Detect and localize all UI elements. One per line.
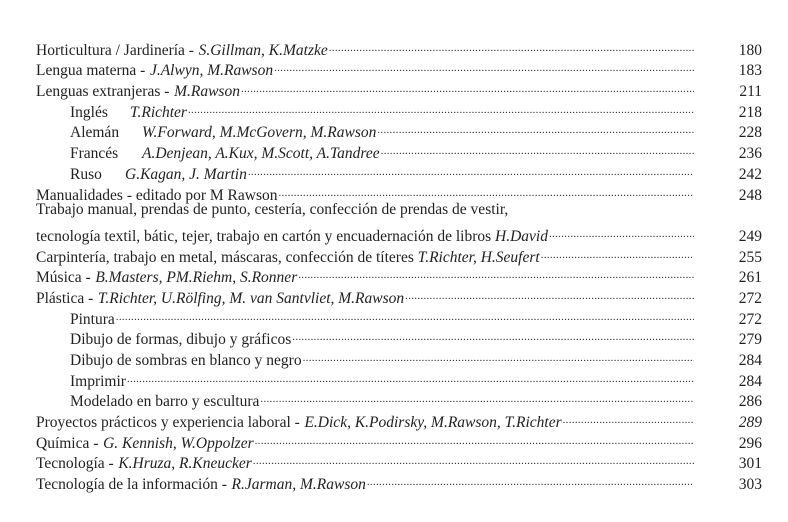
page-number: 272 <box>738 310 762 328</box>
page-number: 211 <box>739 83 762 101</box>
page-number: 183 <box>738 62 762 80</box>
entry-label: Proyectos prácticos y experiencia laboral - E.Dick, K.Podirsky, M.Rawson, T.Richter <box>36 414 562 432</box>
entry-authors: K.Hruza, R.Kneucker <box>118 455 252 473</box>
dot-leader <box>253 448 694 469</box>
page-number: 279 <box>738 331 762 349</box>
page-number: 242 <box>738 165 762 183</box>
entry-label: Inglés T.Richter <box>70 103 187 121</box>
entry-label: Ruso G.Kagan, J. Martin <box>70 165 247 183</box>
entry-authors: G.Kagan, J. Martin <box>125 165 247 183</box>
page-number: 303 <box>738 476 762 494</box>
entry-label: Manualidades - editado por M Rawson <box>36 186 278 204</box>
dot-leader <box>303 344 694 365</box>
page-number: 249 <box>738 227 762 245</box>
page-number: 236 <box>738 145 762 163</box>
entry-label: Química - G. Kennish, W.Oppolzer <box>36 434 254 452</box>
entry-label: Modelado en barro y escultura <box>70 393 260 411</box>
entry-label: Dibujo de formas, dibujo y gráficos <box>70 331 292 349</box>
entry-label: tecnología textil, bátic, tejer, trabajo en cartón y encuadernación de libros H.David <box>36 227 548 245</box>
page-number: 284 <box>738 352 762 369</box>
page-number: 255 <box>738 248 762 266</box>
entry-label: Lenguas extranjeras - M.Rawson <box>36 83 240 101</box>
entry-authors: G. Kennish, W.Oppolzer <box>103 434 254 452</box>
page-number: 272 <box>738 289 762 307</box>
dot-leader <box>274 55 694 76</box>
page-number: 284 <box>738 372 762 390</box>
dot-leader <box>563 406 694 427</box>
toc-entry[interactable] <box>36 220 762 245</box>
page-number: 296 <box>738 434 762 452</box>
entry-label: Horticultura / Jardinería - S.Gillman, K.Matzke <box>36 41 328 59</box>
page-number: 289 <box>738 414 762 432</box>
toc-subentry[interactable] <box>36 303 762 328</box>
dot-leader <box>541 241 694 262</box>
entry-label: Pintura <box>70 310 115 328</box>
entry-authors: T.Richter, H.Seufert <box>417 248 540 266</box>
dot-leader <box>298 262 694 283</box>
entry-authors: M.Rawson <box>174 83 240 101</box>
entry-label: Plástica - T.Richter, U.Rölfing, M. van Santvliet, M.Rawson <box>36 289 405 307</box>
entry-label: Lengua materna - J.Alwyn, M.Rawson <box>36 62 274 80</box>
toc-subentry[interactable] <box>36 386 762 411</box>
entry-label: Alemán W.Forward, M.McGovern, M.Rawson <box>70 124 377 142</box>
page-number: 286 <box>738 393 762 411</box>
entry-label: Tecnología de la información - R.Jarman, M.Rawson <box>36 476 366 494</box>
toc-subentry[interactable] <box>36 365 762 390</box>
entry-authors: T.Richter <box>130 103 187 121</box>
entry-authors: S.Gillman, K.Matzke <box>198 41 328 59</box>
entry-authors: W.Forward, M.McGovern, M.Rawson <box>142 124 377 142</box>
page-number: 248 <box>738 186 762 204</box>
dot-leader <box>405 282 694 303</box>
dot-leader <box>188 96 694 117</box>
dot-leader <box>367 468 694 489</box>
dot-leader <box>241 75 694 96</box>
page-number: 301 <box>738 455 762 473</box>
dot-leader <box>381 137 694 158</box>
table-of-contents <box>36 34 762 494</box>
entry-label: Francés A.Denjean, A.Kux, M.Scott, A.Tandree <box>70 145 380 163</box>
dot-leader <box>279 179 695 200</box>
entry-label: Tecnología - K.Hruza, R.Kneucker <box>36 455 252 473</box>
entry-authors: E.Dick, K.Podirsky, M.Rawson, T.Richter <box>304 414 562 432</box>
toc-subentry[interactable] <box>36 324 762 349</box>
page-number: 228 <box>738 124 762 142</box>
dot-leader <box>549 220 694 241</box>
entry-label: Trabajo manual, prendas de punto, cestería, confección de prendas de vestir, <box>36 200 509 218</box>
entry-label: Carpintería, trabajo en metal, máscaras, confección de títeres T.Richter, H.Seufert <box>36 248 540 266</box>
page-number: 180 <box>738 41 762 59</box>
entry-authors: R.Jarman, M.Rawson <box>231 476 366 494</box>
dot-leader <box>292 324 694 345</box>
toc-entry-line[interactable] <box>36 200 762 221</box>
dot-leader <box>377 117 694 138</box>
dot-leader <box>260 386 694 407</box>
dot-leader <box>255 427 694 448</box>
entry-authors: T.Richter, U.Rölfing, M. van Santvliet, M.Rawson <box>97 289 405 307</box>
entry-authors: H.David <box>495 227 548 245</box>
dot-leader <box>329 34 694 55</box>
entry-authors: B.Masters, PM.Riehm, S.Ronner <box>95 269 298 287</box>
toc-entry[interactable] <box>36 34 762 59</box>
dot-leader <box>248 158 694 179</box>
dot-leader <box>116 303 694 324</box>
entry-label: Música - B.Masters, PM.Riehm, S.Ronner <box>36 269 298 287</box>
dot-leader <box>127 365 694 386</box>
entry-authors: A.Denjean, A.Kux, M.Scott, A.Tandree <box>142 145 380 163</box>
page-number: 261 <box>738 269 762 287</box>
entry-label: Dibujo de sombras en blanco y negro <box>70 352 302 369</box>
entry-authors: J.Alwyn, M.Rawson <box>149 62 274 80</box>
page-number: 218 <box>738 103 762 121</box>
entry-label: Imprimir <box>70 372 126 390</box>
